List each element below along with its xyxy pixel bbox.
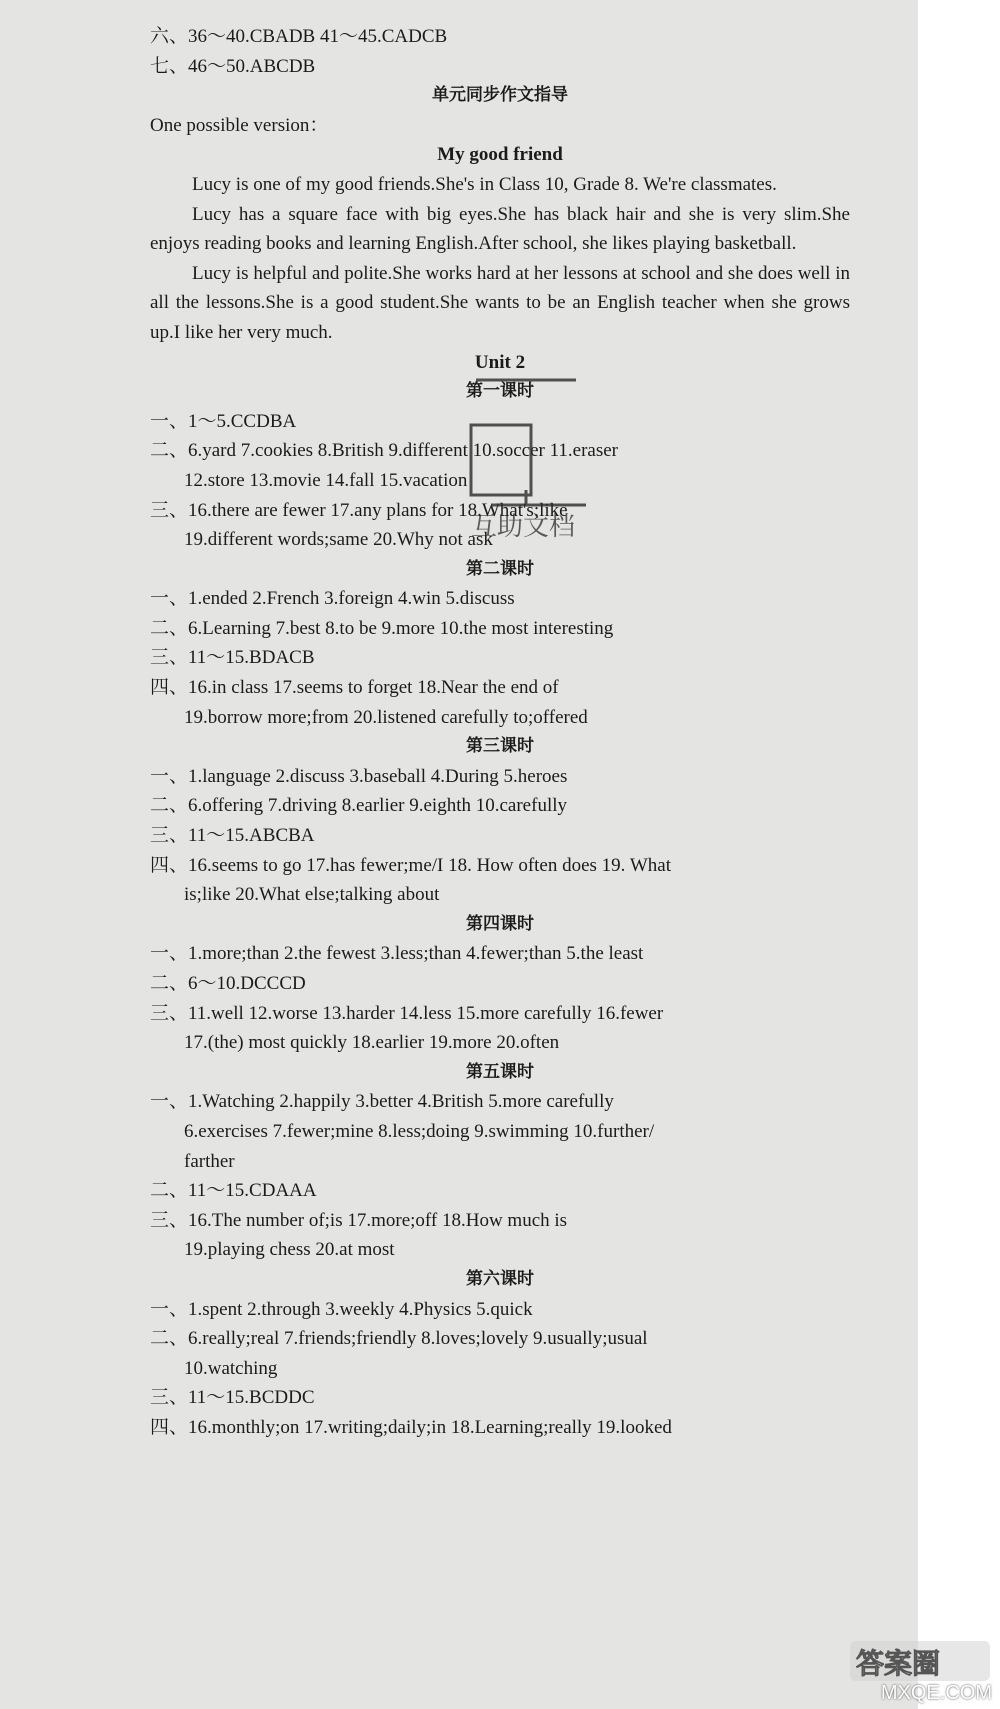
answer-line: 四、16.monthly;on 17.writing;daily;in 18.Learning;really 19.looked (150, 1416, 672, 1438)
answer-line: 12.store 13.movie 14.fall 15.vacation (184, 469, 468, 491)
answer-line: 四、16.seems to go 17.has fewer;me/I 18. How often does 19. What (150, 854, 671, 876)
section-heading: 第一课时 (466, 381, 534, 402)
answer-line: 一、1.more;than 2.the fewest 3.less;than 4.fewer;than 5.the least (150, 943, 644, 965)
answer-line: 一、1.Watching 2.happily 3.better 4.British 5.more carefully (150, 1091, 614, 1113)
answer-line: 三、11～15.BCDDC (150, 1387, 315, 1409)
answer-line: My good friend (437, 144, 563, 166)
essay-paragraph: Lucy has a square face with big eyes.She has black hair and she is very slim.She enjoys reading books and learning English.After school, she likes playing basketball. (150, 203, 850, 255)
answer-line: 19.borrow more;from 20.listened carefully to;offered (184, 706, 588, 728)
section-heading: 第三课时 (466, 736, 534, 757)
answer-line: 二、6.Learning 7.best 8.to be 9.more 10.the most interesting (150, 617, 614, 639)
answer-line: farther (184, 1150, 235, 1172)
answer-line: 二、6.yard 7.cookies 8.British 9.different 10.soccer 11.eraser (150, 440, 619, 462)
answer-line: 17.(the) most quickly 18.earlier 19.more 20.often (184, 1032, 560, 1054)
answer-line: Unit 2 (474, 351, 526, 373)
answer-line: 19.different words;same 20.Why not ask (184, 529, 493, 551)
answer-line: 二、11～15.CDAAA (150, 1180, 317, 1202)
essay-paragraph: Lucy is helpful and polite.She works hard at her lessons at school and she does well in all the lessons.She is a good student.She wants to be an English teacher when she grows up.I like her very much. (150, 262, 850, 343)
answer-key-text (150, 22, 850, 1443)
essay-paragraph: Lucy is one of my good friends.She's in Class 10, Grade 8. We're classmates. (192, 173, 777, 195)
answer-line: 七、46～50.ABCDB (150, 55, 316, 77)
page-margin-strip (918, 0, 1000, 1709)
answer-line: 一、1.ended 2.French 3.foreign 4.win 5.discuss (150, 588, 515, 610)
answer-line: 三、11～15.ABCBA (150, 825, 315, 847)
answer-line: 10.watching (184, 1357, 278, 1379)
answer-line: 一、1.language 2.discuss 3.baseball 4.During 5.heroes (150, 765, 568, 787)
answer-line: 四、16.in class 17.seems to forget 18.Near the end of (150, 677, 559, 699)
answer-line: 三、16.The number of;is 17.more;off 18.How much is (150, 1209, 568, 1231)
answer-line: One possible version： (150, 114, 329, 136)
answer-line: is;like 20.What else;talking about (184, 884, 440, 906)
answer-line: 六、36～40.CBADB 41～45.CADCB (150, 26, 448, 47)
watermark-logo-text: 答案圈 (856, 1647, 941, 1680)
answer-line: 19.playing chess 20.at most (184, 1239, 395, 1261)
watermark-url: MXQE.COM (880, 1682, 992, 1704)
stamp-logo-overlay (466, 370, 596, 570)
answer-line: 一、1～5.CCDBA (150, 410, 297, 432)
answer-line: 二、6.offering 7.driving 8.earlier 9.eighth 10.carefully (150, 795, 567, 817)
section-heading: 第五课时 (466, 1061, 534, 1082)
answer-line: 二、6～10.DCCCD (150, 973, 306, 994)
section-heading: 第六课时 (466, 1268, 534, 1289)
answer-line: 三、11～15.BDACB (150, 647, 315, 669)
answer-line: 6.exercises 7.fewer;mine 8.less;doing 9.swimming 10.further/ (184, 1120, 655, 1142)
answer-line: 三、16.there are fewer 17.any plans for 18.What's;like (150, 499, 568, 521)
stamp-text: 互助文档 (471, 512, 576, 542)
answer-line: 一、1.spent 2.through 3.weekly 4.Physics 5.quick (150, 1298, 533, 1320)
section-heading: 第四课时 (466, 913, 534, 934)
answer-line: 二、6.really;real 7.friends;friendly 8.loves;lovely 9.usually;usual (150, 1328, 648, 1350)
section-heading: 第二课时 (466, 558, 534, 579)
section-heading: 单元同步作文指导 (432, 85, 568, 106)
answer-line: 三、11.well 12.worse 13.harder 14.less 15.more carefully 16.fewer (150, 1002, 664, 1024)
